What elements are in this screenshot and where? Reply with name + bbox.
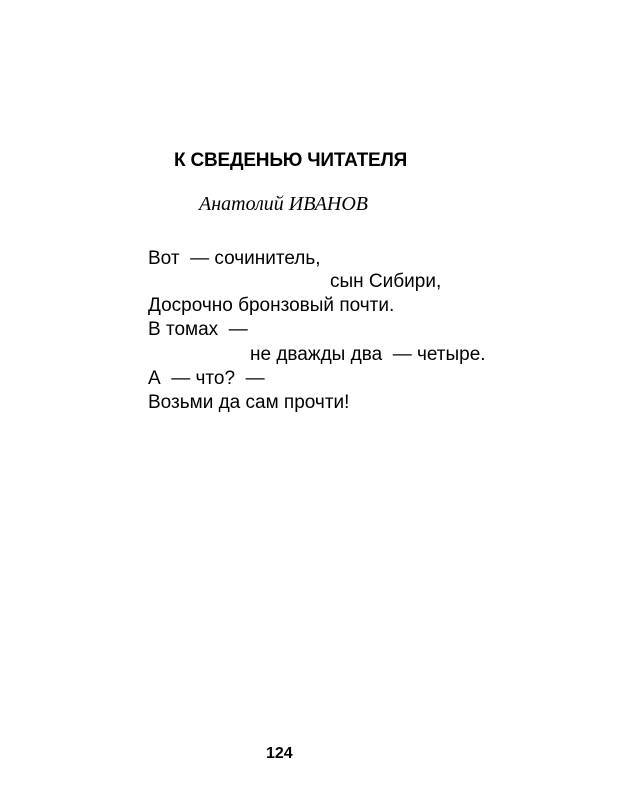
- page-number: 124: [266, 745, 293, 762]
- poem-line: не дважды два — четыре.: [250, 344, 486, 365]
- poem-line: сын Сибири,: [330, 271, 442, 292]
- poem-line: В томах —: [148, 319, 248, 340]
- poem-title: К СВЕДЕНЬЮ ЧИТАТЕЛЯ: [174, 150, 408, 171]
- poem-line: Возьми да сам прочти!: [148, 392, 350, 413]
- poem-line: Досрочно бронзовый почти.: [148, 295, 395, 316]
- poem-author: Анатолий ИВАНОВ: [199, 193, 369, 215]
- poem-line: А — что? —: [148, 368, 265, 389]
- poem-line: Вот — сочинитель,: [148, 248, 321, 269]
